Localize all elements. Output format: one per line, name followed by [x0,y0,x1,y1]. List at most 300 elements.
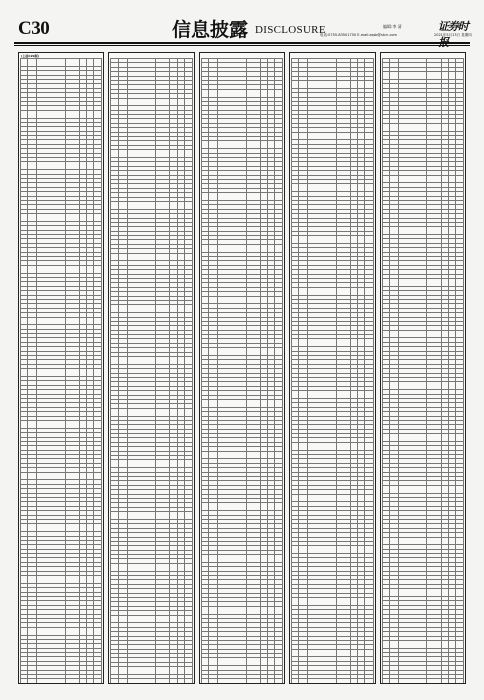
table-cell [37,162,66,170]
table-cell [365,546,373,554]
table-cell [275,244,283,252]
table-cell [177,563,184,571]
table-cell [127,512,156,520]
table-cell [184,460,192,468]
table-row [111,615,192,623]
table-cell [21,162,28,170]
table-cell [87,214,94,222]
table-row [21,214,102,222]
column-1 [18,52,104,684]
table-cell [365,391,373,399]
table-cell [275,193,283,201]
table-body [21,59,102,685]
table-cell [351,339,358,347]
table-cell [94,472,102,480]
table-cell [21,59,28,67]
table-row [292,184,373,192]
table-cell [308,597,337,605]
column-3 [199,52,285,684]
table-cell [358,287,365,295]
table-cell [127,460,156,468]
table-cell [65,214,79,222]
table-cell [336,391,350,399]
header-rule [14,42,470,44]
table-cell [246,658,260,666]
table-cell [275,451,283,459]
table-cell [94,162,102,170]
table-cell [358,391,365,399]
table-cell [80,59,87,67]
table-cell [28,420,37,428]
table-cell [260,503,267,511]
column-5 [380,52,466,684]
table-cell [275,658,283,666]
table-cell [118,357,127,365]
table-cell [267,193,274,201]
table-cell [156,98,170,106]
newspaper-logo: 证券时 [438,20,468,33]
table-cell [170,667,177,675]
table-cell [37,369,66,377]
contact-line: 电话:0755-83501750 E-mail:zqsb@stcn.com [320,33,397,37]
table-cell [299,80,308,88]
table-cell [177,408,184,416]
table-cell [292,184,299,192]
table-cell [208,89,217,97]
table-cell [87,627,94,635]
table-cell [127,150,156,158]
table-cell [267,503,274,511]
table-cell [308,494,337,502]
table-cell [308,132,337,140]
table-cell [267,606,274,614]
table-row [201,658,282,666]
table-cell [358,649,365,657]
table-cell [275,296,283,304]
table-row [111,683,192,684]
table-cell [208,141,217,149]
table-cell [28,627,37,635]
table-cell [351,132,358,140]
table-row [201,193,282,201]
table-cell [351,287,358,295]
table-cell [156,615,170,623]
table-cell [65,472,79,480]
table-cell [156,150,170,158]
table-cell [94,576,102,584]
table-cell [246,244,260,252]
table-cell [127,357,156,365]
table-cell [65,679,79,684]
table-cell [94,420,102,428]
table-cell [118,408,127,416]
table-cell [156,305,170,313]
table-cell [267,296,274,304]
table-cell [208,399,217,407]
table-cell [170,305,177,313]
table-cell [28,317,37,325]
table-cell [28,265,37,273]
table-cell [111,305,118,313]
table-row [292,546,373,554]
table-cell [299,391,308,399]
table-cell [336,80,350,88]
table-cell [184,615,192,623]
table-cell [218,503,247,511]
table-cell [201,451,208,459]
table-cell [118,460,127,468]
table-cell [208,683,217,684]
table-cell [246,89,260,97]
table-row [292,649,373,657]
table-cell [127,615,156,623]
table-cell [336,236,350,244]
table-cell [351,494,358,502]
table-cell [177,460,184,468]
table-cell [21,317,28,325]
table-cell [118,667,127,675]
table-cell [208,348,217,356]
disclosure-table [201,58,283,684]
table-row [21,472,102,480]
table-cell [208,244,217,252]
table-cell [118,150,127,158]
table-cell [65,162,79,170]
table-cell [184,253,192,261]
table-cell [94,265,102,273]
table-row [292,80,373,88]
section-title-en: DISCLOSURE [255,24,326,36]
table-cell [87,576,94,584]
table-cell [365,649,373,657]
table-cell [118,253,127,261]
table-cell [184,98,192,106]
table-cell [201,658,208,666]
table-cell [111,150,118,158]
table-cell [308,80,337,88]
table-cell [28,162,37,170]
table-cell [365,287,373,295]
table-cell [170,201,177,209]
table-cell [111,512,118,520]
table-cell [127,305,156,313]
table-row [111,150,192,158]
table-cell [260,606,267,614]
table-cell [170,98,177,106]
table-cell [358,683,365,684]
table-cell [127,408,156,416]
table-cell [80,110,87,118]
table-cell [218,89,247,97]
table-cell [118,305,127,313]
table-cell [208,606,217,614]
table-cell [94,627,102,635]
table-row [292,236,373,244]
table-row [201,399,282,407]
table-cell [177,683,184,684]
table-row [292,339,373,347]
table-cell [275,399,283,407]
table-cell [80,576,87,584]
table-cell [184,305,192,313]
table-cell [365,184,373,192]
table-cell [28,524,37,532]
table-cell [94,369,102,377]
table-row [21,524,102,532]
table-cell [267,89,274,97]
table-cell [111,253,118,261]
table-cell [218,399,247,407]
table-cell [246,348,260,356]
table-cell [292,597,299,605]
table-cell [201,683,208,684]
section-title: 信息披露 [172,19,249,41]
column-4 [289,52,375,684]
table-cell [260,193,267,201]
table-cell [267,141,274,149]
table-cell [218,141,247,149]
table-cell [275,348,283,356]
table-cell [37,679,66,684]
table-cell [292,391,299,399]
table-cell [80,420,87,428]
table-cell [37,576,66,584]
table-cell [21,265,28,273]
table-cell [118,512,127,520]
table-cell [21,627,28,635]
table-cell [351,442,358,450]
table-cell [308,236,337,244]
table-cell [365,80,373,88]
table-cell [170,683,177,684]
table-cell [365,683,373,684]
table-cell [184,667,192,675]
table-cell [398,72,427,80]
table-row [201,683,282,684]
table-cell [299,683,308,684]
table-cell [37,420,66,428]
table-cell [177,150,184,158]
table-cell [351,597,358,605]
table-cell [358,494,365,502]
table-cell [351,546,358,554]
table-cell [208,451,217,459]
table-cell [260,89,267,97]
table-cell [218,451,247,459]
table-cell [275,89,283,97]
table-cell [246,555,260,563]
table-cell [65,627,79,635]
table-cell [177,98,184,106]
table-cell [80,679,87,684]
table-cell [184,357,192,365]
table-cell [336,546,350,554]
disclosure-content [18,52,466,684]
table-cell [260,296,267,304]
table-cell [80,524,87,532]
table-cell [127,98,156,106]
table-cell [65,524,79,532]
table-cell [111,460,118,468]
table-cell [201,348,208,356]
table-cell [267,451,274,459]
table-cell [111,667,118,675]
table-cell [308,442,337,450]
table-cell [365,597,373,605]
page-header [14,10,470,40]
table-cell [218,348,247,356]
table-cell [37,524,66,532]
table-cell [292,339,299,347]
table-cell [127,253,156,261]
table-cell [156,563,170,571]
table-row [292,287,373,295]
table-cell [170,150,177,158]
table-row [292,442,373,450]
table-cell [292,683,299,684]
table-cell [208,555,217,563]
table-cell [170,563,177,571]
table-cell [218,658,247,666]
table-cell [336,132,350,140]
table-cell [184,563,192,571]
table-cell [260,658,267,666]
table-cell [455,72,463,80]
table-cell [365,339,373,347]
table-cell [299,494,308,502]
table-cell [177,201,184,209]
table-row [111,408,192,416]
table-row [292,683,373,684]
table-cell [111,615,118,623]
table-cell [246,399,260,407]
table-cell [156,683,170,684]
table-cell [87,317,94,325]
table-cell [246,193,260,201]
table-cell [201,503,208,511]
table-cell [358,442,365,450]
table-cell [87,524,94,532]
table-cell [177,667,184,675]
table-cell [351,391,358,399]
table-cell [37,627,66,635]
table-cell [21,420,28,428]
table-row [21,110,102,118]
table-cell [184,150,192,158]
table-cell [21,110,28,118]
table-cell [308,184,337,192]
table-cell [441,72,448,80]
table-cell [201,141,208,149]
table-row [21,576,102,584]
column-2 [108,52,194,684]
table-row [111,460,192,468]
table-cell [118,201,127,209]
table-cell [267,555,274,563]
table-cell [336,597,350,605]
table-cell [299,649,308,657]
table-cell [177,512,184,520]
table-cell [80,472,87,480]
table-cell [358,236,365,244]
table-cell [87,369,94,377]
table-cell [267,348,274,356]
table-cell [80,162,87,170]
table-cell [260,399,267,407]
table-cell [299,546,308,554]
table-row [111,512,192,520]
table-cell [308,287,337,295]
table-cell [299,442,308,450]
table-row [21,265,102,273]
table-cell [365,132,373,140]
table-cell [111,408,118,416]
table-row [111,201,192,209]
table-cell [267,399,274,407]
table-cell [80,214,87,222]
table-cell [336,442,350,450]
table-cell [184,201,192,209]
table-cell [246,451,260,459]
table-cell [156,408,170,416]
table-cell [94,524,102,532]
table-cell [292,80,299,88]
table-row [111,357,192,365]
table-cell [87,162,94,170]
table-cell [28,472,37,480]
table-cell [351,649,358,657]
table-cell [336,184,350,192]
table-cell [218,244,247,252]
table-row [201,503,282,511]
table-cell [28,110,37,118]
table-cell [21,576,28,584]
table-cell [336,287,350,295]
table-cell [218,606,247,614]
table-cell [37,110,66,118]
table-row [201,555,282,563]
table-cell [177,615,184,623]
table-cell [21,679,28,684]
table-cell [87,110,94,118]
table-cell [111,201,118,209]
table-cell [37,214,66,222]
table-row [292,391,373,399]
table-cell [267,244,274,252]
table-row [21,627,102,635]
table-cell [201,606,208,614]
table-cell [65,110,79,118]
table-row [111,305,192,313]
table-cell [184,512,192,520]
table-cell [336,649,350,657]
table-body [292,59,373,685]
table-cell [260,244,267,252]
table-cell [275,606,283,614]
table-row [201,89,282,97]
table-row [21,317,102,325]
table-cell [127,667,156,675]
table-cell [275,503,283,511]
table-cell [87,472,94,480]
table-cell [358,132,365,140]
table-row [201,244,282,252]
table-cell [28,576,37,584]
table-cell [365,442,373,450]
table-cell [87,420,94,428]
disclosure-table [382,58,464,684]
issue-date: 2021年5月13日 星期四 [434,33,472,37]
